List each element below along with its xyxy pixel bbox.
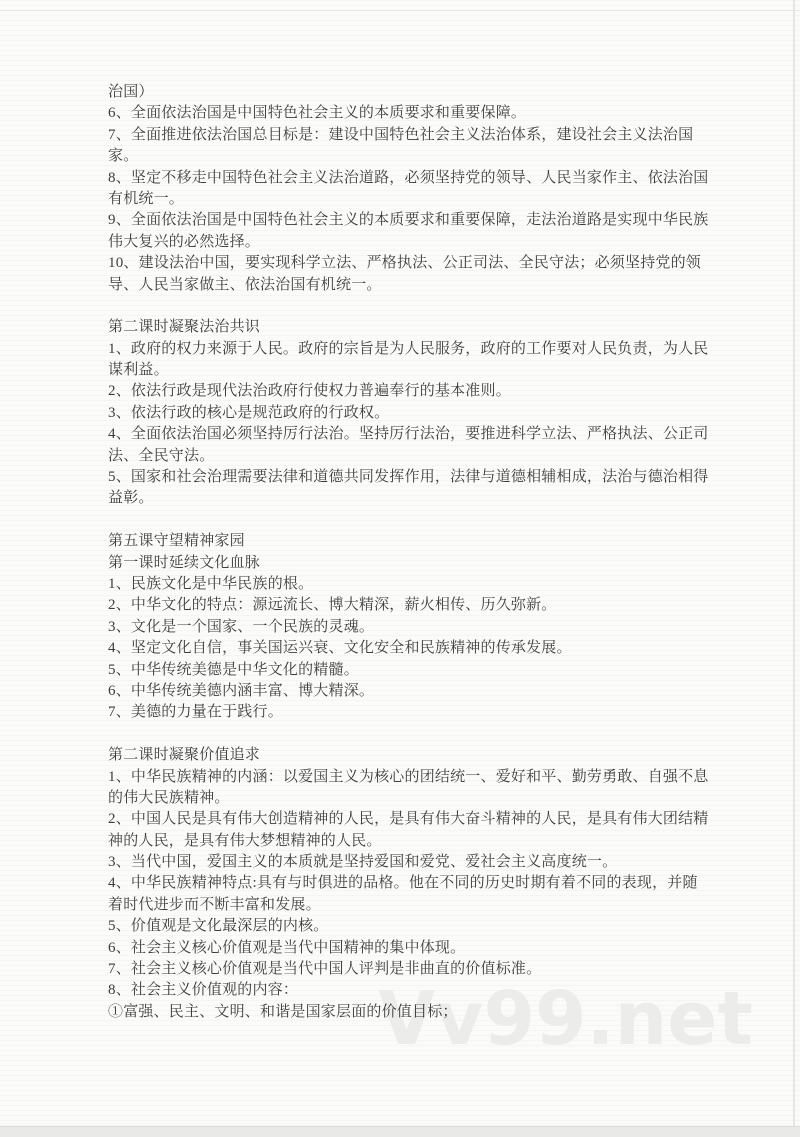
text-line: ①富强、民主、文明、和谐是国家层面的价值目标； xyxy=(108,1003,458,1020)
section xyxy=(108,317,728,510)
text-line: 7、美德的力量在于践行。 xyxy=(108,704,283,721)
text-line: 10、建设法治中国，要实现科学立法、严格执法、公正司法、全民守法；必须坚持党的领 xyxy=(108,255,702,272)
text-line: 3、文化是一个国家、一个民族的灵魂。 xyxy=(108,618,375,635)
text-line: 2、中国人民是具有伟大创造精神的人民，是具有伟大奋斗精神的人民，是具有伟大团结精 xyxy=(108,811,709,828)
text-line: 3、当代中国，爱国主义的本质就是坚持爱国和爱党、爱社会主义高度统一。 xyxy=(108,854,618,871)
text-line: 1、民族文化是中华民族的根。 xyxy=(108,575,314,592)
text-line: 第二课时凝聚法治共识 xyxy=(108,319,261,336)
text-line: 4、坚定文化自信，事关国运兴衰、文化安全和民族精神的传承发展。 xyxy=(108,640,572,657)
text-line: 5、价值观是文化最深层的内核。 xyxy=(108,918,329,935)
text-line: 3、依法行政的核心是规范政府的行政权。 xyxy=(108,404,390,421)
text-line: 法、全民守法。 xyxy=(108,447,215,464)
text-line: 4、中华民族精神特点:具有与时俱进的品格。他在不同的历史时期有着不同的表现，并随 xyxy=(108,875,698,892)
text-line: 有机统一。 xyxy=(108,190,185,207)
text-line: 5、国家和社会治理需要法律和道德共同发挥作用，法律与道德相辅相成，法治与德治相得 xyxy=(108,469,709,486)
text-line: 7、全面推进依法治国总目标是：建设中国特色社会主义法治体系，建设社会主义法治国 xyxy=(108,126,694,143)
text-line: 1、政府的权力来源于人民。政府的宗旨是为人民服务，政府的工作要对人民负责，为人民 xyxy=(108,340,709,357)
text-line: 2、中华文化的特点：源远流长、博大精深，薪火相传、历久弥新。 xyxy=(108,597,557,614)
text-line: 4、全面依法治国必须坚持厉行法治。坚持厉行法治，要推进科学立法、严格执法、公正司 xyxy=(108,426,709,443)
text-line: 6、社会主义核心价值观是当代中国精神的集中体现。 xyxy=(108,939,466,956)
watermark: Vv99.net xyxy=(378,976,753,1062)
scan-artifact-line xyxy=(0,10,800,11)
text-line: 6、全面依法治国是中国特色社会主义的本质要求和重要保障。 xyxy=(108,105,527,122)
text-line: 治国） xyxy=(108,84,154,100)
text-line: 7、社会主义核心价值观是当代中国人评判是非曲直的价值标准。 xyxy=(108,961,542,978)
text-line: 1、中华民族精神的内涵：以爱国主义为核心的团结统一、爱好和平、勤劳勇敢、自强不息 xyxy=(108,768,709,785)
text-line: 导、人民当家做主、依法治国有机统一。 xyxy=(108,276,382,293)
text-line: 第一课时延续文化血脉 xyxy=(108,554,261,571)
text-line: 6、中华传统美德内涵丰富、博大精深。 xyxy=(108,682,375,699)
text-line: 伟大复兴的必然选择。 xyxy=(108,233,261,250)
section xyxy=(108,531,728,724)
text-line: 着时代进步而不断丰富和发展。 xyxy=(108,896,321,913)
text-block xyxy=(108,82,728,1023)
section xyxy=(108,745,728,1023)
text-line: 家。 xyxy=(108,148,139,165)
text-line: 5、中华传统美德是中华文化的精髓。 xyxy=(108,661,359,678)
section xyxy=(108,82,728,296)
text-line: 第五课守望精神家园 xyxy=(108,533,245,550)
text-line: 谋利益。 xyxy=(108,362,169,379)
text-line: 9、全面依法治国是中国特色社会主义的本质要求和重要保障，走法治道路是实现中华民族 xyxy=(108,212,709,229)
text-line: 8、坚定不移走中国特色社会主义法治道路，必须坚持党的领导、人民当家作主、依法治国 xyxy=(108,169,709,186)
text-line: 8、社会主义价值观的内容： xyxy=(108,982,299,999)
page-right-edge xyxy=(793,0,795,1137)
text-line: 第二课时凝聚价值追求 xyxy=(108,747,261,764)
text-line: 益彰。 xyxy=(108,490,154,507)
text-line: 的伟大民族精神。 xyxy=(108,789,230,806)
text-line: 2、依法行政是现代法治政府行使权力普遍奉行的基本准则。 xyxy=(108,383,511,400)
text-line: 神的人民，是具有伟大梦想精神的人民。 xyxy=(108,832,382,849)
page-bottom-edge xyxy=(0,1126,800,1137)
